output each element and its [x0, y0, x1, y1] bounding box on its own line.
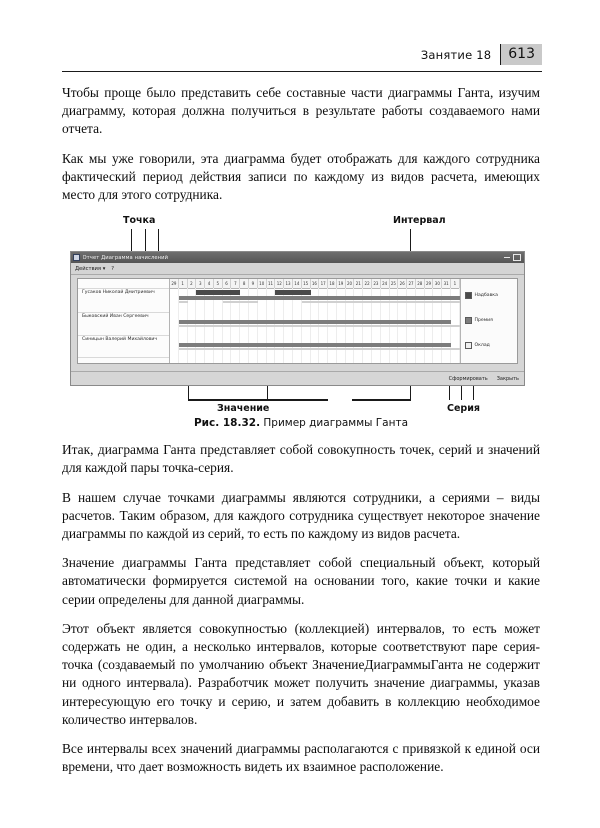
- gantt-plot-area[interactable]: [170, 279, 460, 363]
- legend-item-2: [465, 317, 493, 324]
- restore-icon[interactable]: [513, 254, 521, 261]
- time-scale-tick: 8: [240, 279, 249, 288]
- callout-label-series: Серия: [447, 403, 480, 415]
- time-scale-tick: 1: [451, 279, 460, 288]
- figure-caption: [62, 417, 540, 429]
- time-scale-tick: 29: [170, 279, 179, 288]
- paragraph: Как мы уже говорили, эта диаграмма будет отображать для каждого сотрудника фактический период действия записи по каждому из видов расчета, имеющих место для этого сотрудника.: [62, 150, 540, 203]
- time-scale-tick: 31: [442, 279, 451, 288]
- figure-gantt-example: [62, 215, 540, 437]
- close-button[interactable]: Закрыть: [496, 375, 519, 382]
- time-scale-tick: 1: [179, 279, 188, 288]
- header-rule: [62, 71, 542, 72]
- page-content: [62, 84, 540, 776]
- generate-button[interactable]: Сформировать: [448, 375, 488, 382]
- time-scale-tick: 4: [205, 279, 214, 288]
- time-scale-tick: 18: [328, 279, 337, 288]
- menu-item-help[interactable]: ?: [111, 265, 115, 272]
- gantt-interval-bar[interactable]: [179, 301, 188, 303]
- window-titlebar: [71, 252, 524, 263]
- header-inner: [421, 44, 542, 65]
- time-scale-tick: 7: [231, 279, 240, 288]
- gantt-points-column: [78, 279, 170, 363]
- time-scale-tick: 12: [275, 279, 284, 288]
- window-controls[interactable]: [504, 254, 522, 261]
- time-scale-tick: 15: [302, 279, 311, 288]
- time-scale-tick: 25: [390, 279, 399, 288]
- time-scale-tick: 17: [319, 279, 328, 288]
- gantt-interval-bar[interactable]: [196, 290, 240, 295]
- legend-label-1: Надбавка: [474, 292, 498, 298]
- legend-swatch-icon: [465, 342, 472, 349]
- paragraph: Итак, диаграмма Ганта представляет собой совокупность точек, серий и значений для каждой пары точка-серия.: [62, 442, 540, 476]
- gantt-series-legend: [460, 279, 517, 363]
- legend-swatch-icon: [465, 292, 472, 299]
- time-scale-tick: 23: [372, 279, 381, 288]
- callout-bracket-value-left: [188, 399, 328, 400]
- paragraph: Чтобы проще было представить себе составные части диаграммы Ганта, изучим диаграмму, которая должна получиться в результате работы создаваемого нами отчета.: [62, 85, 540, 137]
- time-scale-tick: 30: [433, 279, 442, 288]
- minimize-icon[interactable]: [504, 257, 510, 258]
- gantt-interval-bar[interactable]: [179, 325, 460, 327]
- figure-caption-text: Пример диаграммы Ганта: [263, 417, 409, 430]
- gridline: [170, 288, 179, 363]
- running-head-title: Занятие 18: [420, 48, 492, 62]
- time-scale-tick: 26: [398, 279, 407, 288]
- legend-swatch-icon: [465, 317, 472, 324]
- time-scale-tick: 27: [407, 279, 416, 288]
- point-label-1: Гусаков Николай Дмитриевич: [82, 290, 155, 296]
- point-label-3: Синицын Валерий Михайлович: [82, 337, 158, 343]
- window-title: Отчет Диаграмма начислений: [82, 254, 169, 261]
- time-scale-tick: 6: [223, 279, 232, 288]
- figure-caption-label: Рис. 18.32.: [193, 417, 261, 430]
- time-scale-tick: 29: [425, 279, 434, 288]
- page-number: 613: [500, 44, 542, 65]
- time-scale-tick: 3: [196, 279, 205, 288]
- legend-label-2: Премия: [474, 317, 493, 323]
- time-scale-tick: 13: [284, 279, 293, 288]
- legend-item-1: [465, 292, 498, 299]
- paragraph: В нашем случае точками диаграммы являются сотрудники, а сериями – виды расчетов. Таким образом, для каждого сотрудника существует некоторое значение диаграммы по каждой из серий, то есть по каждому из видов расчета.: [62, 489, 540, 542]
- app-icon: [73, 254, 80, 261]
- callout-bracket-value-right: [352, 399, 411, 400]
- time-scale-tick: 5: [214, 279, 223, 288]
- window-menubar[interactable]: [71, 263, 524, 275]
- window-statusbar[interactable]: [71, 371, 524, 385]
- app-window-gantt-report: [70, 251, 525, 386]
- gantt-interval-bar[interactable]: [179, 320, 451, 324]
- time-scale-tick: 21: [354, 279, 363, 288]
- page-header: [0, 44, 600, 74]
- callout-label-interval: Интервал: [393, 215, 446, 227]
- time-scale-tick: 28: [416, 279, 425, 288]
- time-scale-tick: 14: [293, 279, 302, 288]
- paragraph: Значение диаграммы Ганта представляет собой специальный объект, который автоматически формируется системой на основании того, какие точки и какие серии определены для данной диаграммы.: [62, 555, 540, 607]
- time-scale-tick: 11: [267, 279, 276, 288]
- row-separator: [78, 357, 169, 358]
- gantt-interval-bar[interactable]: [275, 290, 310, 295]
- time-scale-tick: 22: [363, 279, 372, 288]
- time-scale-tick: 16: [311, 279, 320, 288]
- gantt-interval-bar[interactable]: [223, 301, 258, 303]
- paragraph: Этот объект является совокупностью (коллекцией) интервалов, то есть может содержать не один, а несколько интервалов, которые соответствуют паре серия-точка (создаваемый по умолчанию объект ЗначениеДиаграммыГанта не содержит ни одного интервала). Разработчик может получить значение диаграммы, указав интересующую его точку и серию, и затем добавить в коллекцию необходимое количество интервалов.: [62, 620, 540, 727]
- legend-label-3: Оклад: [474, 342, 490, 348]
- gantt-chart[interactable]: [77, 278, 518, 364]
- time-scale-tick: 9: [249, 279, 258, 288]
- gantt-interval-bar[interactable]: [179, 343, 451, 347]
- paragraph: Все интервалы всех значений диаграммы располагаются с привязкой к единой оси времени, что дает возможность видеть их взаимное расположение.: [62, 741, 540, 775]
- time-scale-tick: 19: [337, 279, 346, 288]
- point-label-2: Быковский Иван Сергеевич: [82, 314, 149, 320]
- time-scale-tick: 2: [188, 279, 197, 288]
- time-scale-tick: 24: [381, 279, 390, 288]
- gantt-interval-bar[interactable]: [179, 296, 460, 300]
- callout-label-value: Значение: [217, 403, 270, 415]
- gantt-interval-bar[interactable]: [179, 348, 460, 350]
- gantt-interval-bar[interactable]: [302, 301, 460, 303]
- menu-item-actions[interactable]: Действия ▾: [75, 265, 106, 272]
- time-scale-tick: 10: [258, 279, 267, 288]
- legend-item-3: [465, 342, 490, 349]
- callout-label-point: Точка: [123, 215, 156, 227]
- time-scale-tick: 20: [346, 279, 355, 288]
